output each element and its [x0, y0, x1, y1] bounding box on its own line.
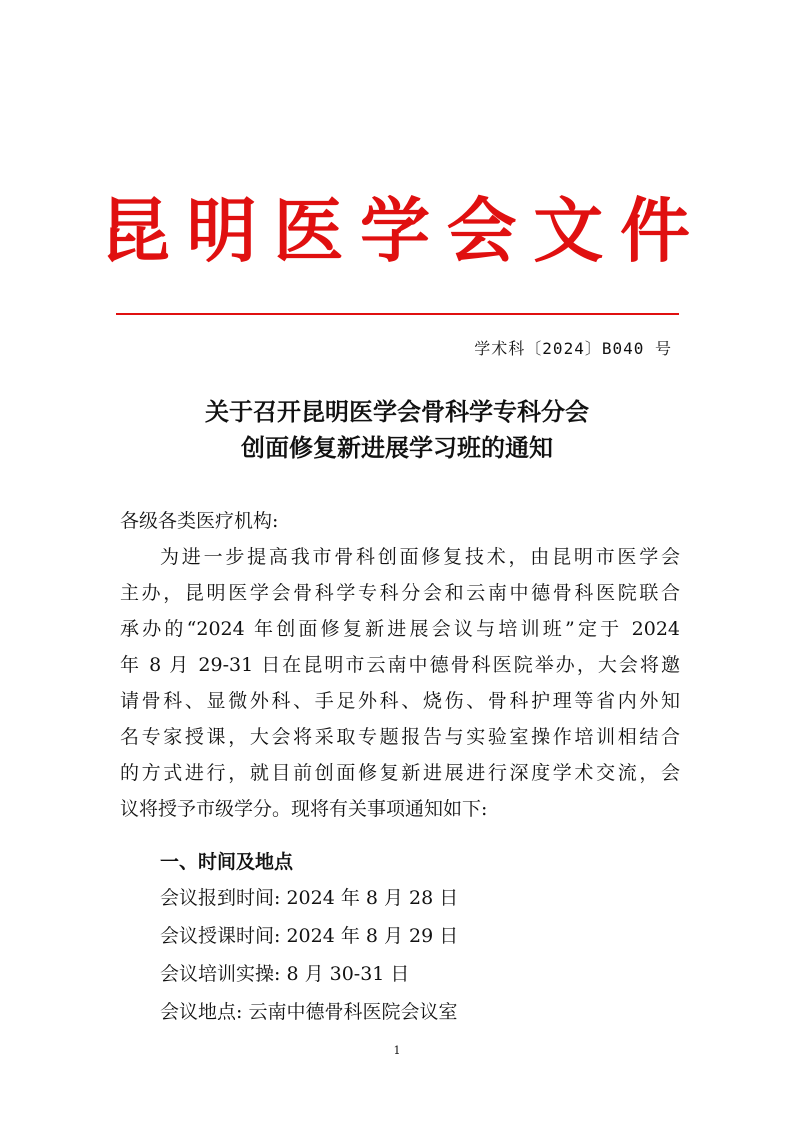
training-time: 会议培训实操: 8 月 30-31 日 [160, 963, 410, 985]
header-char: 明 [186, 189, 257, 272]
paragraph-line: 主办，昆明医学会骨科学专科分会和云南中德骨科医院联合 [120, 582, 680, 604]
document-number: 学术科〔2024〕B040 号 [474, 339, 672, 358]
paragraph-line: 承办的“2024 年创面修复新进展会议与培训班”定于 2024 [120, 618, 680, 640]
paragraph-line: 议将授予市级学分。现将有关事项通知如下: [120, 798, 488, 820]
header-char: 文 [533, 189, 604, 272]
section-heading: 一、时间及地点 [160, 851, 294, 873]
notice-title-line-2: 创面修复新进展学习班的通知 [241, 433, 553, 462]
page-number: 1 [393, 1044, 401, 1057]
notice-title-line-1: 关于召开昆明医学会骨科学专科分会 [205, 397, 589, 426]
org-document-header [100, 186, 690, 276]
registration-time: 会议报到时间: 2024 年 8 月 28 日 [160, 887, 459, 909]
paragraph-line: 为进一步提高我市骨科创面修复技术，由昆明市医学会 [160, 546, 680, 568]
header-char: 件 [619, 189, 690, 272]
paragraph-line: 的方式进行，就目前创面修复新进展进行深度学术交流，会 [120, 762, 680, 784]
header-char: 会 [446, 189, 517, 272]
header-char: 医 [273, 189, 344, 272]
lecture-time: 会议授课时间: 2024 年 8 月 29 日 [160, 925, 459, 947]
paragraph-line: 请骨科、显微外科、手足外科、烧伤、骨科护理等省内外知 [120, 690, 680, 712]
paragraph-line: 名专家授课，大会将采取专题报告与实验室操作培训相结合 [120, 726, 680, 748]
salutation: 各级各类医疗机构: [120, 510, 279, 532]
header-char: 昆 [100, 189, 170, 272]
paragraph-line: 年 8 月 29-31 日在昆明市云南中德骨科医院举办，大会将邀 [120, 654, 680, 676]
meeting-location: 会议地点: 云南中德骨科医院会议室 [160, 1001, 458, 1023]
header-char: 学 [359, 189, 430, 272]
header-divider [116, 313, 679, 315]
